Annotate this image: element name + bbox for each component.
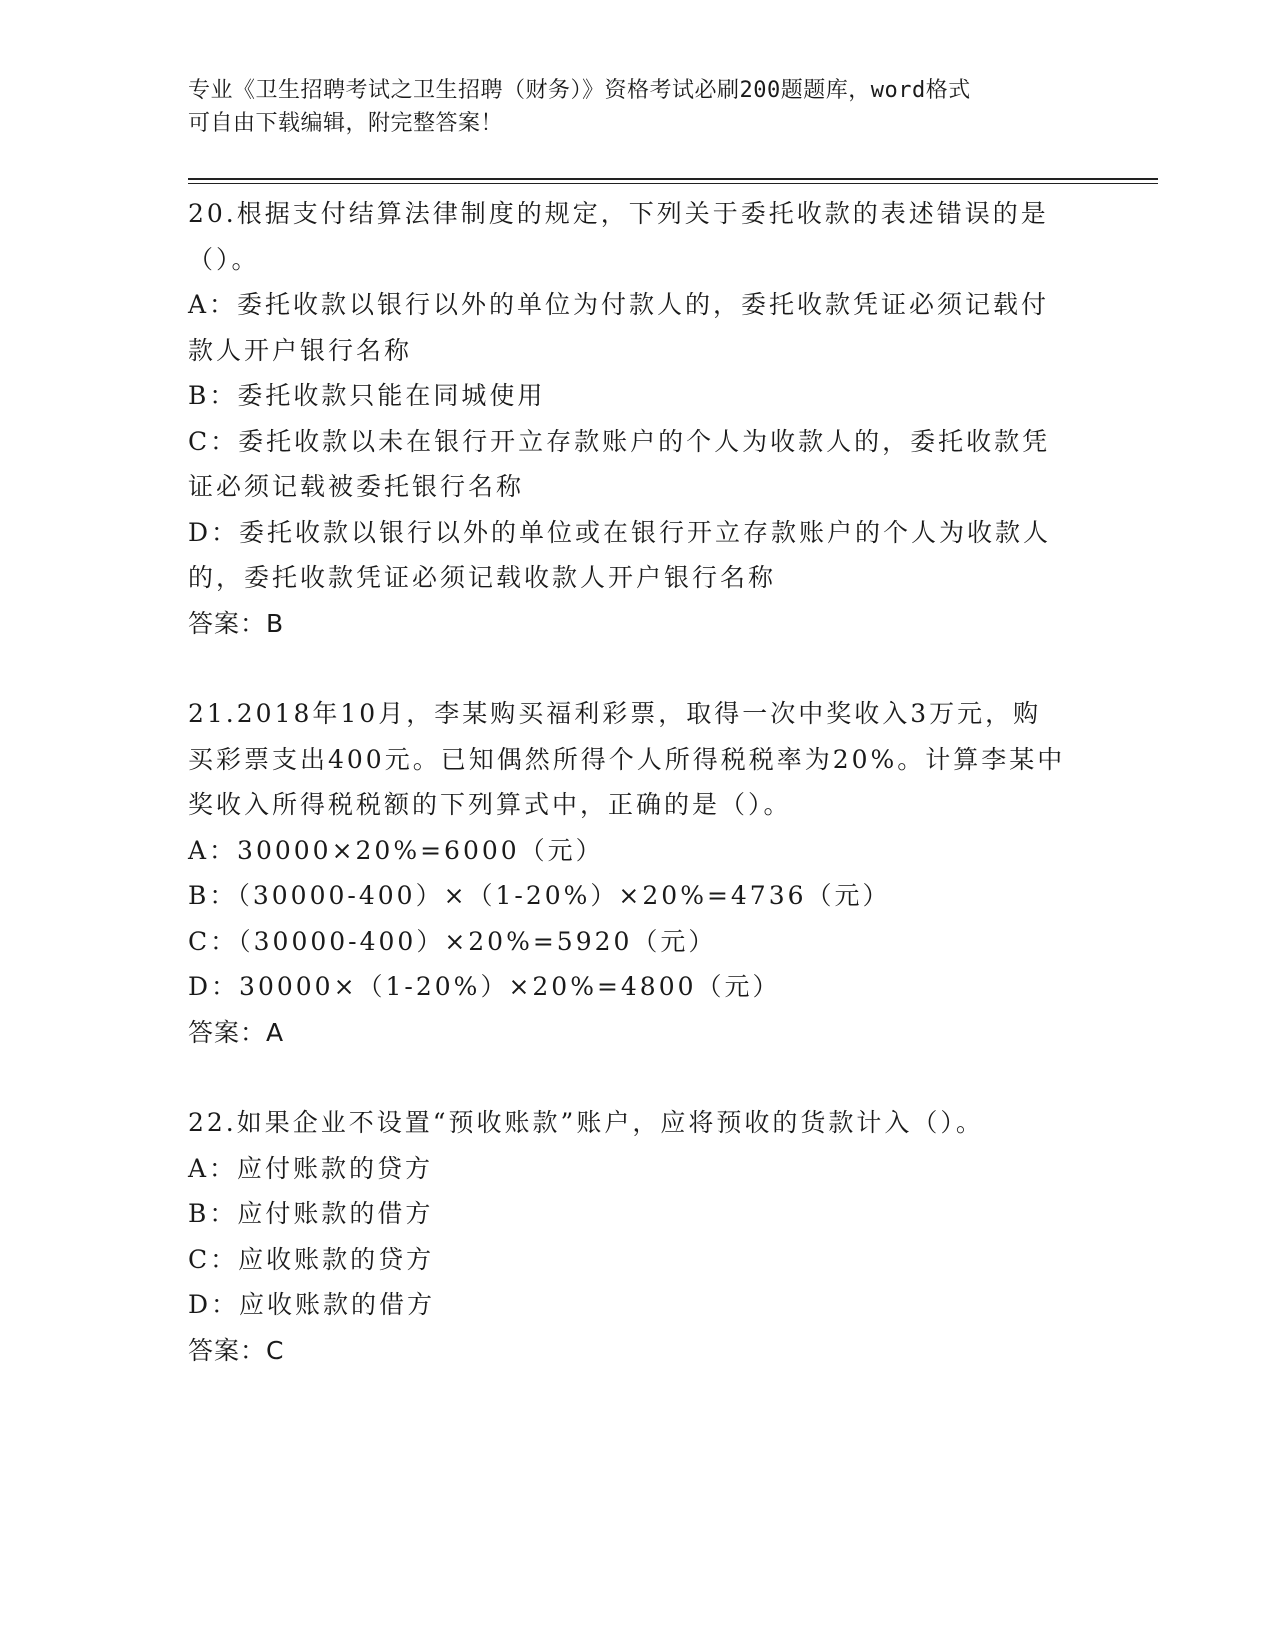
header-divider-thin [188, 183, 1158, 184]
option-b: B：应付账款的借方 [188, 1199, 434, 1228]
document-header [188, 74, 1088, 140]
question-list [188, 191, 1088, 1373]
option-d: 的，委托收款凭证必须记载收款人开户银行名称 [188, 563, 777, 592]
question-stem: 22.如果企业不设置“预收账款”账户，应将预收的货款计入（）。 [188, 1108, 984, 1137]
option-c: 证必须记载被委托银行名称 [188, 472, 525, 501]
option-a: A：30000×20%=6000（元） [188, 835, 604, 865]
question-22 [188, 1100, 1088, 1373]
option-d: D：委托收款以银行以外的单位或在银行开立存款账户的个人为收款人 [188, 517, 1052, 547]
question-stem: 奖收入所得税税额的下列算式中，正确的是（）。 [188, 790, 792, 819]
option-d: D：30000×（1-20%）×20%=4800（元） [188, 972, 781, 1001]
question-stem: 20.根据支付结算法律制度的规定，下列关于委托收款的表述错误的是 [188, 199, 1049, 228]
option-c: C：委托收款以未在银行开立存款账户的个人为收款人的，委托收款凭 [188, 426, 1051, 456]
header-line-1: 专业《卫生招聘考试之卫生招聘（财务）》资格考试必刷200题题库，word格式 [188, 78, 971, 103]
question-stem: （）。 [188, 244, 260, 274]
answer-text: 答案：C [188, 1335, 285, 1365]
option-a: A：委托收款以银行以外的单位为付款人的，委托收款凭证必须记载付 [188, 290, 1050, 319]
option-a: 款人开户银行名称 [188, 335, 413, 365]
question-20 [188, 191, 1088, 646]
header-line-2: 可自由下载编辑，附完整答案！ [188, 111, 504, 136]
question-21 [188, 691, 1088, 1055]
option-b: B：委托收款只能在同城使用 [188, 381, 546, 410]
option-b: B：（30000-400）×（1-20%）×20%=4736（元） [188, 881, 891, 910]
header-divider-thick [188, 178, 1158, 180]
option-c: C：应收账款的贷方 [188, 1244, 435, 1274]
option-d: D：应收账款的借方 [188, 1290, 436, 1319]
answer-text: 答案：A [188, 1017, 285, 1047]
question-stem: 21.2018年10月，李某购买福利彩票，取得一次中奖收入3万元，购 [188, 699, 1042, 728]
question-stem: 买彩票支出400元。已知偶然所得个人所得税税率为20%。计算李某中 [188, 744, 1066, 774]
answer-text: 答案：B [188, 608, 285, 638]
option-a: A：应付账款的贷方 [188, 1153, 434, 1183]
option-c: C：（30000-400）×20%=5920（元） [188, 926, 717, 956]
